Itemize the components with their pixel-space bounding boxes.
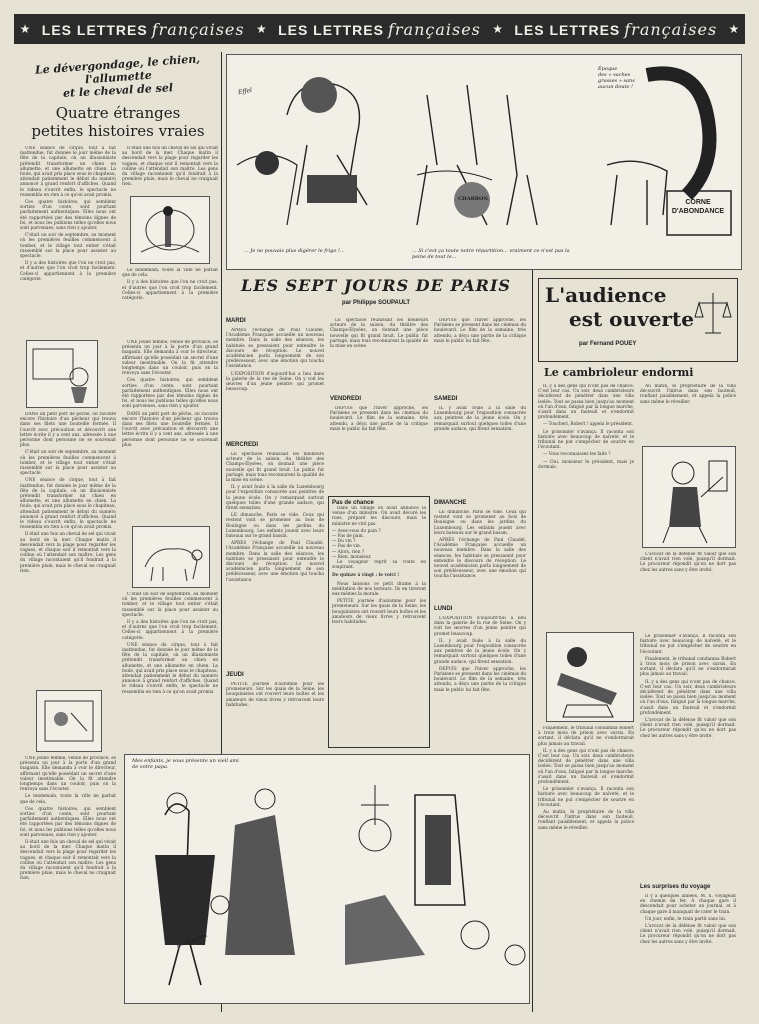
masthead-banner [14,14,745,44]
left-article-column-2d: C'était un soir de septembre, au moment où les premières feuilles commencent à tomber, et le village tout entier s'était rassemblé sur la place pour assister au spectacle. Il y a des histoires que l'on ne croit pas, et d'autres que l'on croit trop facilement. Celles-ci appartiennent à la première catégorie. UNE séance de cirque, tout à fait inattendue, fut donnée le jour même de la fête de la capitale, où un illusionniste prétendit transformer un chien en allumette, et une allumette en chien. La foule, qui avait pris place sous le chapiteau, attendait patiemment le début du numéro annoncé à grand renfort d'affiches. Quand le rideau s'ouvrit enfin, le spectacle ne ressembla en rien à ce qu'on avait promis. [122,592,218,695]
illustration-scene-2 [36,690,102,752]
pas-de-chance-box [328,496,430,748]
left-article-column-2b: Le lendemain, toute la ville ne parlait que de cela. Il y a des histoires que l'on ne croit pas, et d'autres que l'on croit trop facilement. Celles-ci appartiennent à la première catégorie. [122,268,218,302]
cartoon-top-caption-1: ... Je ne pouvais plus digérer le frigo !... [244,248,345,254]
masthead-title: LES LETTRES françaises [41,19,245,39]
left-article-column-2: Il était une fois un cheval de sel qui vivait au bord de la mer. Chaque matin il descendait vers la plage pour regarder les vagues, et chaque soir il remontait vers la colline où l'attendait son maître. Les gens du village racontaient qu'il fondrait à la première pluie, mais le cheval ne craignait rien. [122,146,218,188]
audience-column-1b: Finalement, le tribunal condamna Robert à trois mois de prison avec sursis. En sortant, il déclara qu'il ne s'endormirait plus jamais au travail. IL y a des gens qui n'ont pas de chance. C'est leur cas. Un soir, deux cambrioleurs décidèrent de pénétrer dans une villa isolée. Tout se passa bien jusqu'au moment où l'un d'eux, fatigué par la longue marche, s'assit dans un fauteuil et s'endormit profondément. Le prisonnier s'avança. Il raconta son histoire avec beaucoup de naïveté, et le tribunal ne put s'empêcher de sourire en l'écoutant. Au matin, le propriétaire de la villa découvrit l'intrus dans son fauteuil, ronflant paisiblement, et appela la police sans même le réveiller. [538,726,634,831]
illustration-matchstick [130,196,210,264]
left-article-column-2c: UNE jeune femme, venue de province, se présenta un jour à la porte d'un grand magasin. Elle demanda à voir le directeur, affirmant qu'elle possédait un secret d'une valeur inestimable. On la fit attendre longtemps dans un couloir, puis on la renvoya sans l'écouter. Ces quatre histoires, qui semblent sorties d'un conte, sont pourtant parfaitement authentiques. Elles nous ont été rapportées par des témoins dignes de foi, et nous les publions telles qu'elles nous sont parvenues, sans rien y ajouter. DANS un petit port de pêche, on raconte encore l'histoire d'un pêcheur qui trouva dans ses filets une bouteille fermée. Il l'ouvrit avec précaution et découvrit une lettre écrite il y a cent ans, adressée à une personne dont personne ne se souvenait plus. [122,340,218,448]
samedi-text: IL y avait foule à la salle du Luxembourg pour l'exposition consacrée aux peintres de la jeune école. On y remarquait surtout quelques toiles d'une grande audace, qui firent sensation. [434,406,526,432]
cartoon-top-caption-3: Époque des « vaches grasses » sans aucun doute ! [598,66,635,90]
column-divider [532,270,533,1012]
mardi-text: APRÈS l'échange de Paul Claudel, l'Académie Française accueille un nouveau membre. Dans la salle des séances, les habitués se pressaient pour entendre le discours de réception. Le nouvel académicien parla longuement de son prédécesseur, avec une émotion qui toucha l'assistance. L'EXPOSITION d'aujourd'hui a lieu dans la galerie de la rue de Seine. On y voit les œuvres d'un jeune peintre qui promet beaucoup. [226,328,324,393]
audience-column-2c: Le prisonnier s'avança. Il raconta son histoire avec beaucoup de naïveté, et le tribunal ne put s'empêcher de sourire en l'écoutant. Finalement, le tribunal condamna Robert à trois mois de prison avec sursis. En sortant, il déclara qu'il ne s'endormirait plus jamais au travail. IL y a des gens qui n'ont pas de chance. C'est leur cas. Un soir, deux cambrioleurs décidèrent de pénétrer dans une villa isolée. Tout se passa bien jusqu'au moment où l'un d'eux, fatigué par la longue marche, s'assit dans un fauteuil et s'endormit profondément. L'avocat de la défense fit valoir que son client n'avait rien volé, puisqu'il dormait. Le procureur répondit qu'on ne dort pas chez les autres sans y être invité. [640,634,736,739]
cartoon-cornucopia-label: CORNE D'ABONDANCE [671,199,725,215]
dimanche-text: LE dimanche, Paris se vide. Ceux qui restent vont se promener au bois de Boulogne ou dans les jardins du Luxembourg. Les enfants jouent avec leurs bateaux sur le grand bassin. APRÈS l'échange de Paul Claudel, l'Académie Française accueille un nouveau membre. Dans la salle des séances, les habitués se pressaient pour entendre le discours de réception. Le nouvel académicien parla longuement de son prédécesseur, avec une émotion qui toucha l'assistance. [434,510,526,580]
script-title-line-2: et le cheval de sel [62,81,174,100]
cartoon-barrel-label: CHARBON [458,196,488,202]
star-icon: ★ [728,22,740,36]
masthead-title: LES LETTRES françaises [514,19,718,39]
sept-jours-byline: par Philippe SOUPAULT [341,300,411,306]
star-icon: ★ [19,22,31,36]
cartoon-top-strip [226,54,742,270]
audience-column-1: IL y a des gens qui n'ont pas de chance. C'est leur cas. Un soir, deux cambrioleurs décidèrent de pénétrer dans une villa isolée. Tout se passa bien jusqu'au moment où l'un d'eux, fatigué par la longue marche, s'assit dans un fauteuil et s'endormit profondément. — Toucheri, Robert ! appela le président. Le prisonnier s'avança. Il raconta son histoire avec beaucoup de naïveté, et le tribunal ne put s'empêcher de sourire en l'écoutant. — Vous reconnaissez les faits ? — Oui, monsieur le président, mais je dormais. [538,384,634,470]
day-heading-lundi: LUNDI [434,606,453,612]
masthead-title: LES LETTRES françaises [278,19,481,39]
audience-column-2d: Il y a quelques années, M. X. voyageait en chemin de fer. À chaque gare il descendait pour acheter un journal, et à chaque gare il manquait de rater le train. Un jour, enfin, le train partit sans lui. L'avocat de la défense fit valoir que son client n'avait rien volé, puisqu'il dormait. Le procureur répondit qu'on ne dort pas chez les autres sans y être invité. [640,894,736,945]
left-article-column-1c: UNE jeune femme, venue de province, se présenta un jour à la porte d'un grand magasin. Elle demanda à voir le directeur, affirmant qu'elle possédait un secret d'une valeur inestimable. On la fit attendre longtemps dans un couloir, puis on la renvoya sans l'écouter. Le lendemain, toute la ville ne parlait que de cela. Ces quatre histoires, qui semblent sorties d'un conte, sont pourtant parfaitement authentiques. Elles nous ont été rapportées par des témoins dignes de foi, et nous les publions telles qu'elles nous sont parvenues, sans rien y ajouter. Il était une fois un cheval de sel qui vivait au bord de la mer. Chaque matin il descendait vers la plage pour regarder les vagues, et chaque soir il remontait vers la colline où l'attendait son maître. Les gens du village racontaient qu'il fondrait à la première pluie, mais le cheval ne craignait rien. [20,756,116,882]
audience-byline: par Fernand POUEY [579,341,637,347]
mercredi-text: LE spectacle réunissait les meilleurs acteurs de la saison. Au théâtre des Champs-Élysées, on donnait une pièce nouvelle qui fit grand bruit. Le public fut partagé, mais tous reconnurent la qualité de la mise en scène. IL y avait foule à la salle du Luxembourg pour l'exposition consacrée aux peintres de la jeune école. On y remarquait surtout quelques toiles d'une grande audace, qui firent sensation. LE dimanche, Paris se vide. Ceux qui restent vont se promener au bois de Boulogne ou dans les jardins du Luxembourg. Les enfants jouent avec leurs bateaux sur le grand bassin. APRÈS l'échange de Paul Claudel, l'Académie Française accueille un nouveau membre. Dans la salle des séances, les habitués se pressaient pour entendre le discours de réception. Le nouvel académicien parla longuement de son prédécesseur, avec une émotion qui toucha l'assistance. [226,452,324,583]
left-article-column-1b: DANS un petit port de pêche, on raconte encore l'histoire d'un pêcheur qui trouva dans ses filets une bouteille fermée. Il l'ouvrit avec précaution et découvrit une lettre écrite il y a cent ans, adressée à une personne dont personne ne se souvenait plus. C'était un soir de septembre, au moment où les premières feuilles commencent à tomber, et le village tout entier s'était rassemblé sur la place pour assister au spectacle. UNE séance de cirque, tout à fait inattendue, fut donnée le jour même de la fête de la capitale, où un illusionniste prétendit transformer un chien en allumette, et une allumette en chien. La foule, qui avait pris place sous le chapiteau, attendait patiemment le début du numéro annoncé à grand renfort d'affiches. Quand le rideau s'ouvrit enfin, le spectacle ne ressembla en rien à ce qu'on avait promis. Il était une fois un cheval de sel qui vivait au bord de la mer. Chaque matin il descendait vers la plage pour regarder les vagues, et chaque soir il remontait vers la colline où l'attendait son maître. Les gens du village racontaient qu'il fondrait à la première pluie, mais le cheval ne craignait rien. [20,412,116,574]
box-title: Pas de chance [332,500,374,506]
day-heading-mercredi: MERCREDI [226,442,259,448]
day-heading-dimanche: DIMANCHE [434,500,467,506]
day-heading-mardi: MARDI [226,318,246,324]
lundi-text: L'EXPOSITION d'aujourd'hui a lieu dans la galerie de la rue de Seine. On y voit les œuvres d'un jeune peintre qui promet beaucoup. IL y avait foule à la salle du Luxembourg pour l'exposition consacrée aux peintres de la jeune école. On y remarquait surtout quelques toiles d'une grande audace, qui firent sensation. DEPUIS que l'hiver approche, les Parisiens se pressent dans les cinémas du boulevard. Le film de la semaine, très attendu, a déçu une partie de la critique mais le public lui fait fête. [434,616,526,693]
audience-subheading: Les surprises du voyage [640,884,711,890]
star-icon: ★ [492,22,503,36]
audience-headline: Le cambrioleur endormi [544,366,694,379]
day-heading-jeudi: JEUDI [226,672,244,678]
sept-jours-column-c: DEPUIS que l'hiver approche, les Parisiens se pressent dans les cinémas du boulevard. Le film de la semaine, très attendu, a déçu une partie de la critique mais le public lui fait fête. [434,318,526,344]
audience-title-line-2: est ouverte [569,307,694,331]
vendredi-text: DEPUIS que l'hiver approche, les Parisiens se pressent dans les cinémas du boulevard. Le film de la semaine, très attendu, a déçu une partie de la critique mais le public lui fait fête. [330,406,428,432]
audience-title-box [538,278,738,362]
cartoon-top-caption-2: ... Si c'est ça toute notre répartition... vraiment ce n'est pas la peine de tout le... [412,248,570,260]
cartoon-bottom-caption: Mes enfants, je vous présente un vieil ami de votre papa. [132,758,239,770]
day-heading-vendredi: VENDREDI [330,396,362,402]
box-text: Dans un village on avait annoncé la venue d'un ministre. On avait décoré les rues, préparé les discours, mais le ministre ne vint pas. — Avez-vous du pain ? — Pas de pain. — Du vin ? — Pas de vin. — Alors, rien ? — Rien, monsieur. Le voyageur reprit sa route en soupirant. De quinze à vingt : le voici ! Nous laissons ce petit drame à la méditation de nos lecteurs. Ils en tireront eux-mêmes la morale. PETITE journée d'automne pour les promeneurs. Sur les quais de la Seine, les bouquinistes ont rouvert leurs boîtes et les amateurs de vieux livres y retrouvent leurs habitudes. [332,506,426,626]
star-icon: ★ [255,22,267,36]
sept-jours-column-b: LE spectacle réunissait les meilleurs acteurs de la saison. Au théâtre des Champs-Élysées, on donnait une pièce nouvelle qui fit grand bruit. Le public fut partagé, mais tous reconnurent la qualité de la mise en scène. [330,318,428,350]
cartoon-bottom [124,754,530,1004]
scales-of-justice-icon [693,289,733,339]
illustration-horse [132,526,210,588]
day-heading-samedi: SAMEDI [434,396,458,402]
audience-column-2b: L'avocat de la défense fit valoir que son client n'avait rien volé, puisqu'il dormait. Le procureur répondit qu'on ne dort pas chez les autres sans y être invité. [640,552,736,573]
left-article-title [18,52,218,102]
left-article-column-1: UNE séance de cirque, tout à fait inattendue, fut donnée le jour même de la fête de la capitale, où un illusionniste prétendit transformer un chien en allumette, et une allumette en chien. La foule, qui avait pris place sous le chapiteau, attendait patiemment le début du numéro annoncé à grand renfort d'affiches. Quand le rideau s'ouvrit enfin, le spectacle ne ressembla en rien à ce qu'on avait promis. Ces quatre histoires, qui semblent sorties d'un conte, sont pourtant parfaitement authentiques. Elles nous ont été rapportées par des témoins dignes de foi, et nous les publions telles qu'elles nous sont parvenues, sans rien y ajouter. C'était un soir de septembre, au moment où les premières feuilles commencent à tomber, et le village tout entier s'était rassemblé sur la place pour assister au spectacle. Il y a des histoires que l'on ne croit pas, et d'autres que l'on croit trop facilement. Celles-ci appartiennent à la première catégorie. [20,146,116,282]
audience-column-2: Au matin, le propriétaire de la villa découvrit l'intrus dans son fauteuil, ronflant paisiblement, et appela la police sans même le réveiller. [640,384,736,405]
sept-jours-title: LES SEPT JOURS DE PARIS [241,276,511,295]
illustration-sleeper [546,632,634,722]
illustration-scene-1 [26,340,98,408]
jeudi-text: PETITE journée d'automne pour les promeneurs. Sur les quais de la Seine, les bouquinistes ont rouvert leurs boîtes et les amateurs de vieux livres y retrouvent leurs habitudes. [226,682,324,708]
cartoon-top-signature: Effel [237,86,253,97]
illustration-burglar [642,446,736,548]
script-title-line-1: Le dévergondage, le chien, l'allumette [34,52,201,87]
left-article-headline: Quatre étranges petites histoires vraies [31,104,205,140]
audience-title-line-1: L'audience [545,283,667,307]
cartoon-bottom-signature: Ian Peterson [175,932,209,950]
